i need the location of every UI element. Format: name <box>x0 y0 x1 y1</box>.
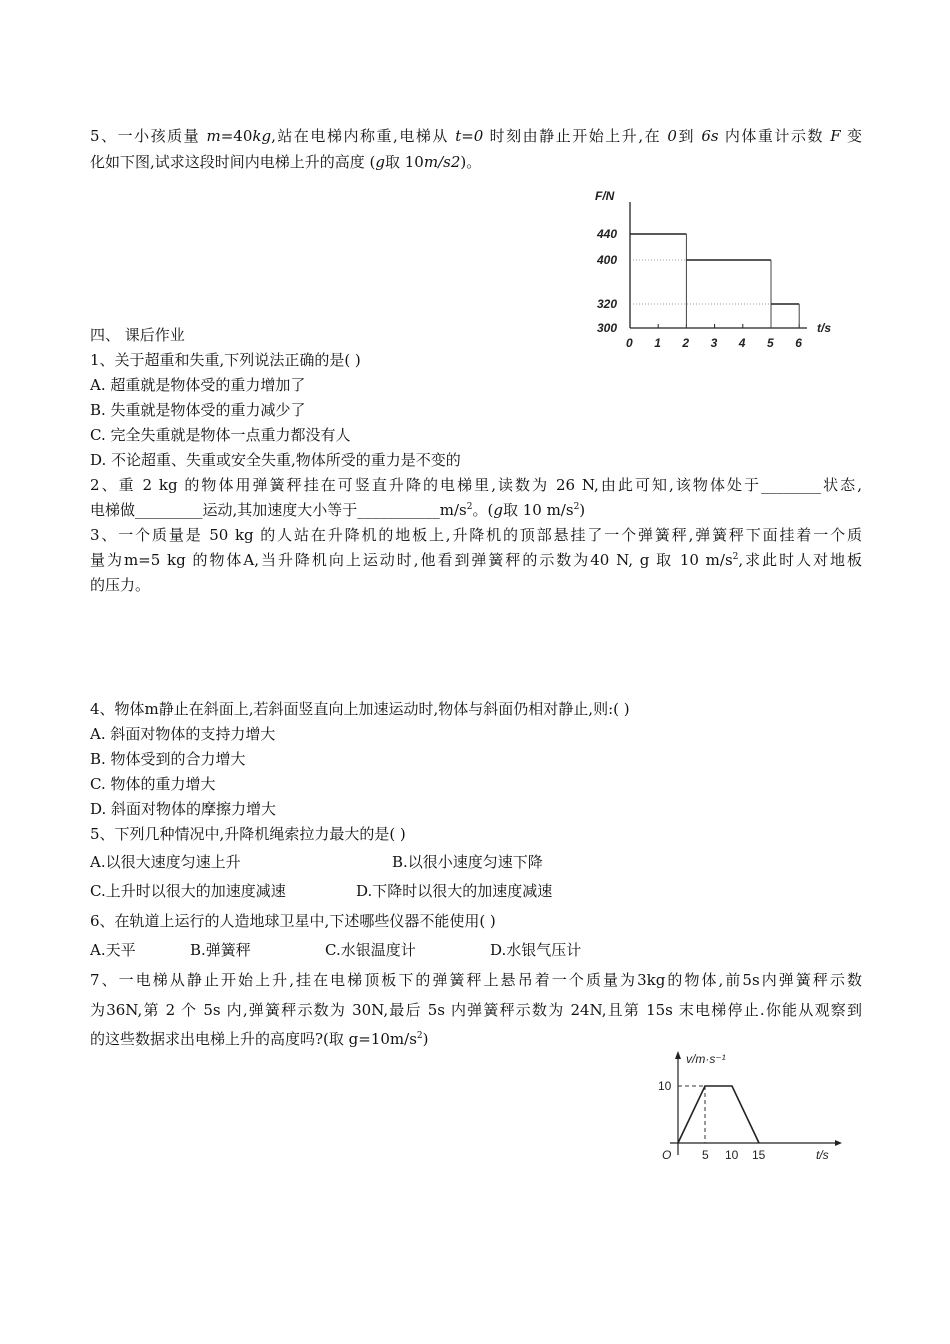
velocity-time-chart <box>650 1045 850 1170</box>
q6-option-c: C.水银温度计 <box>325 941 416 959</box>
origin-label: O <box>662 1148 672 1162</box>
x-axis-arrow <box>835 1140 842 1146</box>
q7-line1: 7、一电梯从静止开始上升,挂在电梯顶板下的弹簧秤上悬吊着一个质量为3kg的物体,前5s内弹簧秤示数 <box>90 971 862 989</box>
q1-stem: 1、关于超重和失重,下列说法正确的是( ) <box>90 351 361 369</box>
q5-option-c: C.上升时以很大的加速度减速 <box>90 882 286 900</box>
x-tick-label: 1 <box>654 336 661 350</box>
q4-option-b: B. 物体受到的合力增大 <box>90 750 246 768</box>
q5-option-b: B.以很小速度匀速下降 <box>392 853 543 871</box>
x-axis-label: t/s <box>817 321 832 335</box>
x-tick-label: 3 <box>710 336 718 350</box>
force-time-chart <box>585 182 845 352</box>
x-tick-label: 5 <box>767 336 774 350</box>
y-axis-label: F/N <box>595 189 615 203</box>
x-tick-label: 6 <box>795 336 802 350</box>
q3-line1: 3、一个质量是 50 kg 的人站在升降机的地板上,升降机的顶部悬挂了一个弹簧秤,弹簧秤下面挂着一个质 <box>90 526 862 544</box>
q6-stem: 6、在轨道上运行的人造地球卫星中,下述哪些仪器不能使用( ) <box>90 912 496 930</box>
q6-option-d: D.水银气压计 <box>490 941 582 959</box>
y-axis-label: v/m·s⁻¹ <box>686 1052 726 1066</box>
q1-option-b: B. 失重就是物体受的重力减少了 <box>90 401 306 419</box>
q7-line3: 的这些数据求出电梯上升的高度吗?(取 $g=10m/s^2$) <box>90 1030 429 1048</box>
q5-intro-line1: 5、一小孩质量 m=40kg,站在电梯内称重,电梯从 t=0 时刻由静止开始上升,在 0到 6s 内体重计示数 F 变 <box>90 127 862 145</box>
y-tick-label: 320 <box>597 297 618 311</box>
q4-option-c: C. 物体的重力增大 <box>90 775 216 793</box>
x-tick-label: 4 <box>738 336 746 350</box>
q2-line2: 电梯做_________运动,其加速度大小等于$\_\_\_\_\_\_\_\_\_\_\_m/s^2$。(g取 10 $m/s^2$) <box>90 501 586 519</box>
q4-stem: 4、物体m静止在斜面上,若斜面竖直向上加速运动时,物体与斜面仍相对静止,则:( ) <box>90 700 630 718</box>
y-axis-arrow <box>675 1051 681 1059</box>
q4-option-d: D. 斜面对物体的摩擦力增大 <box>90 800 277 818</box>
q6-option-b: B.弹簧秤 <box>190 941 251 959</box>
y-tick-label: 10 <box>658 1079 672 1093</box>
y-tick-label: 300 <box>597 321 618 335</box>
x-tick-label: 5 <box>702 1148 709 1162</box>
x-tick-label: 15 <box>752 1148 766 1162</box>
q7-line2: 为36N,第 2 个 5s 内,弹簧秤示数为 30N,最后 5s 内弹簧秤示数为 24N,且第 15s 末电梯停止.你能从观察到 <box>90 1001 862 1019</box>
q5-intro-line2: 化如下图,试求这段时间内电梯上升的高度 (g取 10m/s2)。 <box>90 153 482 171</box>
q5-option-d: D.下降时以很大的加速度减速 <box>356 882 553 900</box>
x-axis-label: t/s <box>816 1148 829 1162</box>
x-tick-label: 0 <box>626 336 633 350</box>
y-tick-label: 400 <box>597 253 618 267</box>
q1-option-d: D. 不论超重、失重或安全失重,物体所受的重力是不变的 <box>90 451 461 469</box>
section-title: 四、 课后作业 <box>90 326 185 344</box>
q4-option-a: A. 斜面对物体的支持力增大 <box>90 725 276 743</box>
q3-line2: 量为m=5 kg 的物体A,当升降机向上运动时,他看到弹簧秤的示数为40 N, g 取 10 $m/s^2$,求此时人对地板 <box>90 551 862 569</box>
q1-option-c: C. 完全失重就是物体一点重力都没有人 <box>90 426 351 444</box>
y-tick-label: 440 <box>597 227 618 241</box>
q1-option-a: A. 超重就是物体受的重力增加了 <box>90 376 306 394</box>
q5-option-a: A.以很大速度匀速上升 <box>90 853 241 871</box>
x-tick-label: 10 <box>725 1148 739 1162</box>
q2-line1: 2、重 2 kg 的物体用弹簧秤挂在可竖直升降的电梯里,读数为 26 N,由此可知,该物体处于________状态, <box>90 476 862 494</box>
q6-option-a: A.天平 <box>90 941 136 959</box>
q5-stem: 5、下列几种情况中,升降机绳索拉力最大的是( ) <box>90 825 406 843</box>
q3-line3: 的压力。 <box>90 576 151 594</box>
x-tick-label: 2 <box>682 336 690 350</box>
velocity-series-line <box>678 1086 759 1143</box>
